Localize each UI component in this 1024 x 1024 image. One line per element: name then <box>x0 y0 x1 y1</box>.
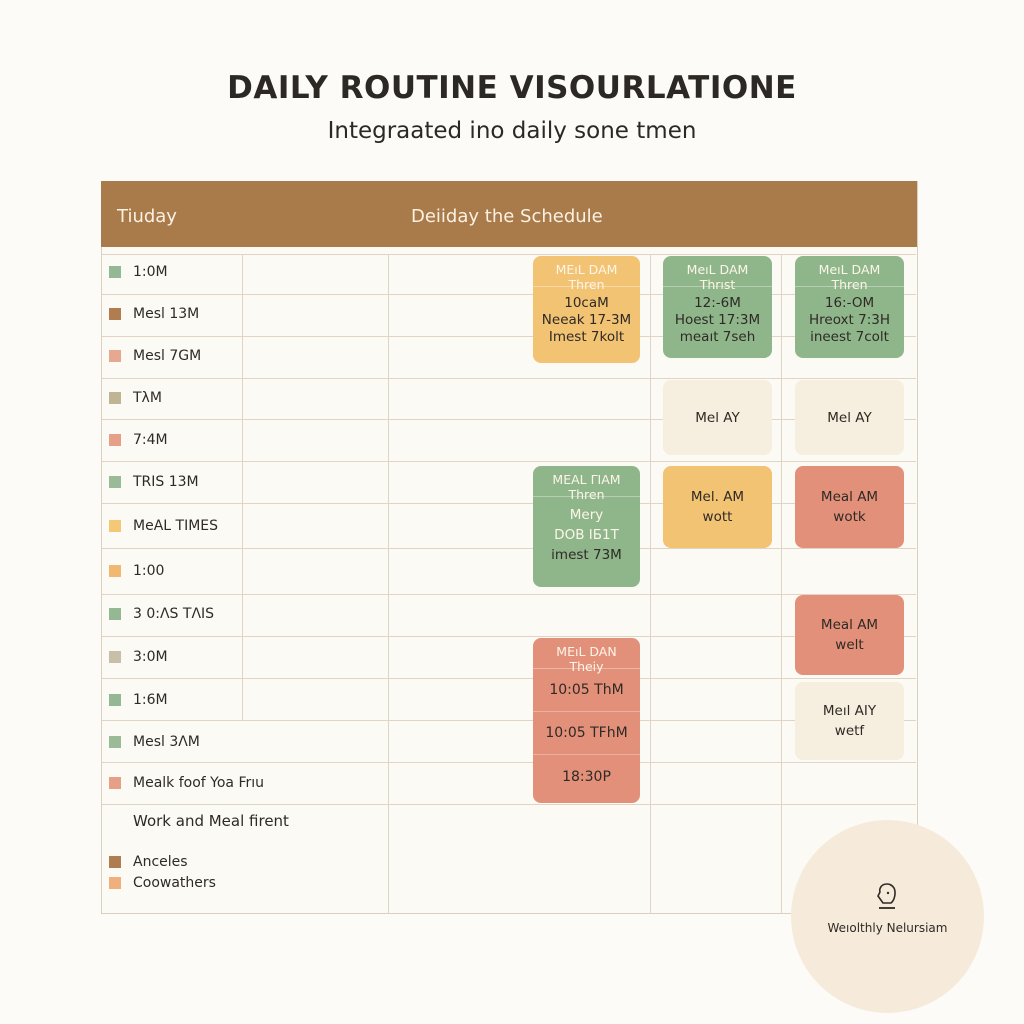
event-title: MEıL DAM <box>555 262 618 277</box>
event-line: wott <box>702 509 733 525</box>
event-line: welt <box>835 637 864 653</box>
event-line: 18:30P <box>562 769 611 785</box>
event-title: MeıL DAM <box>818 262 881 277</box>
row-label-text: 7:4M <box>133 432 168 448</box>
row-color-swatch <box>109 565 121 577</box>
event-card[interactable] <box>795 466 904 548</box>
row-color-swatch <box>109 520 121 532</box>
row-label <box>109 430 168 450</box>
row-color-swatch <box>109 308 121 320</box>
row-label <box>109 773 264 793</box>
event-line: Hreoxt 7:3H <box>808 312 890 328</box>
legend-item <box>109 873 216 893</box>
event-line: ineest 7colt <box>810 329 889 345</box>
event-line: Meıl AIY <box>822 703 877 719</box>
event-card[interactable] <box>663 466 772 548</box>
event-card[interactable] <box>663 380 772 455</box>
row-divider <box>101 378 916 379</box>
event-card[interactable] <box>795 380 904 455</box>
event-subtitle: Thren <box>568 487 605 502</box>
schedule-header <box>101 181 917 247</box>
row-label <box>109 647 168 667</box>
event-line: Neeak 17-3M <box>541 312 632 328</box>
row-label <box>109 304 199 324</box>
row-divider <box>101 636 916 637</box>
legend-label: Coowathers <box>133 875 216 891</box>
header-title: Deiiday the Schedule <box>411 206 603 227</box>
row-divider <box>101 419 916 420</box>
row-color-swatch <box>109 694 121 706</box>
event-card[interactable] <box>795 682 904 760</box>
row-label-text: Mealk foof Yoa Frıu <box>133 775 264 791</box>
row-color-swatch <box>109 777 121 789</box>
event-card[interactable] <box>795 256 904 358</box>
row-label-text: TλM <box>133 390 162 406</box>
event-line: Meal AM <box>820 617 879 633</box>
column-divider <box>650 254 651 913</box>
column-divider <box>242 254 243 720</box>
row-label-text: 1:0M <box>133 264 168 280</box>
row-label <box>109 604 214 624</box>
event-line: Hoest 17:3M <box>674 312 761 328</box>
row-color-swatch <box>109 476 121 488</box>
row-label <box>109 346 201 366</box>
event-line: Mery <box>569 507 604 523</box>
event-subtitle: Theiy <box>569 659 604 674</box>
row-label <box>109 732 200 752</box>
event-line: wetf <box>834 723 865 739</box>
row-color-swatch <box>109 350 121 362</box>
row-divider <box>101 678 916 679</box>
page-subtitle: Integraated ino daily sone tmen <box>327 118 697 144</box>
event-line: wotk <box>833 509 866 525</box>
row-label <box>109 472 199 492</box>
footer-label: Work and Meal firent <box>133 812 289 830</box>
row-divider <box>101 336 916 337</box>
row-label <box>109 561 164 581</box>
row-label-text: MeAL TIMES <box>133 518 219 534</box>
event-line: DOB ІƂ1T <box>554 527 619 543</box>
row-label <box>109 262 168 282</box>
row-color-swatch <box>109 434 121 446</box>
event-line: 16:-OM <box>824 295 875 311</box>
event-subtitle: Thren <box>568 277 605 292</box>
row-divider <box>101 548 916 549</box>
brand-badge <box>791 820 984 1013</box>
row-color-swatch <box>109 736 121 748</box>
row-divider <box>101 594 916 595</box>
row-label-text: 1:6M <box>133 692 168 708</box>
row-label <box>109 690 168 710</box>
badge-label: Weıolthly Nelursiam <box>827 921 948 935</box>
row-divider <box>101 461 916 462</box>
event-line: 12:-6M <box>694 295 741 311</box>
legend-swatch <box>109 877 121 889</box>
column-divider <box>781 254 782 913</box>
event-card[interactable] <box>795 595 904 675</box>
event-card[interactable] <box>533 466 640 587</box>
row-color-swatch <box>109 651 121 663</box>
row-label-text: Mesl 3ΛM <box>133 734 200 750</box>
event-line: 10:05 ThM <box>533 669 640 712</box>
head-icon <box>875 882 899 912</box>
row-label-text: 3:0M <box>133 649 168 665</box>
event-line: meaıt 7seh <box>679 329 756 345</box>
row-divider <box>101 294 916 295</box>
row-label <box>109 388 162 408</box>
row-divider <box>101 720 916 721</box>
page-title: DAILY ROUTINE VISOURLATIONE <box>227 70 797 106</box>
row-label-text: TRIS 13M <box>133 474 199 490</box>
row-label-text: Mesl 7GM <box>133 348 202 364</box>
event-card[interactable] <box>533 256 640 363</box>
row-color-swatch <box>109 608 121 620</box>
header-day: Tiuday <box>117 206 177 227</box>
event-line: imest 73M <box>551 547 622 563</box>
event-title: MeıL DAM <box>686 262 749 277</box>
legend-swatch <box>109 856 121 868</box>
event-line: Meal AM <box>820 489 879 505</box>
event-line: 10:05 TFhM <box>533 712 640 755</box>
column-divider <box>388 254 389 913</box>
row-color-swatch <box>109 392 121 404</box>
event-line: Imest 7kolt <box>548 329 625 345</box>
event-subtitle: Thrıst <box>699 277 736 292</box>
row-divider <box>101 254 916 255</box>
event-title: MEAL ΓIAM <box>552 472 621 487</box>
row-divider <box>101 804 916 805</box>
row-label-text: Mesl 13M <box>133 306 200 322</box>
event-subtitle: Thren <box>831 277 868 292</box>
row-divider <box>101 503 916 504</box>
row-label-text: 3 0:ΛS TΛIS <box>133 606 215 622</box>
legend-label: Ancelеs <box>133 854 188 870</box>
event-line: Mel. AM <box>690 489 745 505</box>
legend-item <box>109 852 188 872</box>
event-card[interactable] <box>663 256 772 358</box>
event-line: Mel AY <box>827 409 872 426</box>
row-color-swatch <box>109 266 121 278</box>
row-label-text: 1:00 <box>133 563 165 579</box>
row-divider <box>101 762 916 763</box>
event-line: 10caM <box>564 295 609 311</box>
event-line: Mel AY <box>695 409 740 426</box>
event-card[interactable] <box>533 638 640 803</box>
event-title: MEıL DAN <box>556 644 617 659</box>
row-label <box>109 516 218 536</box>
